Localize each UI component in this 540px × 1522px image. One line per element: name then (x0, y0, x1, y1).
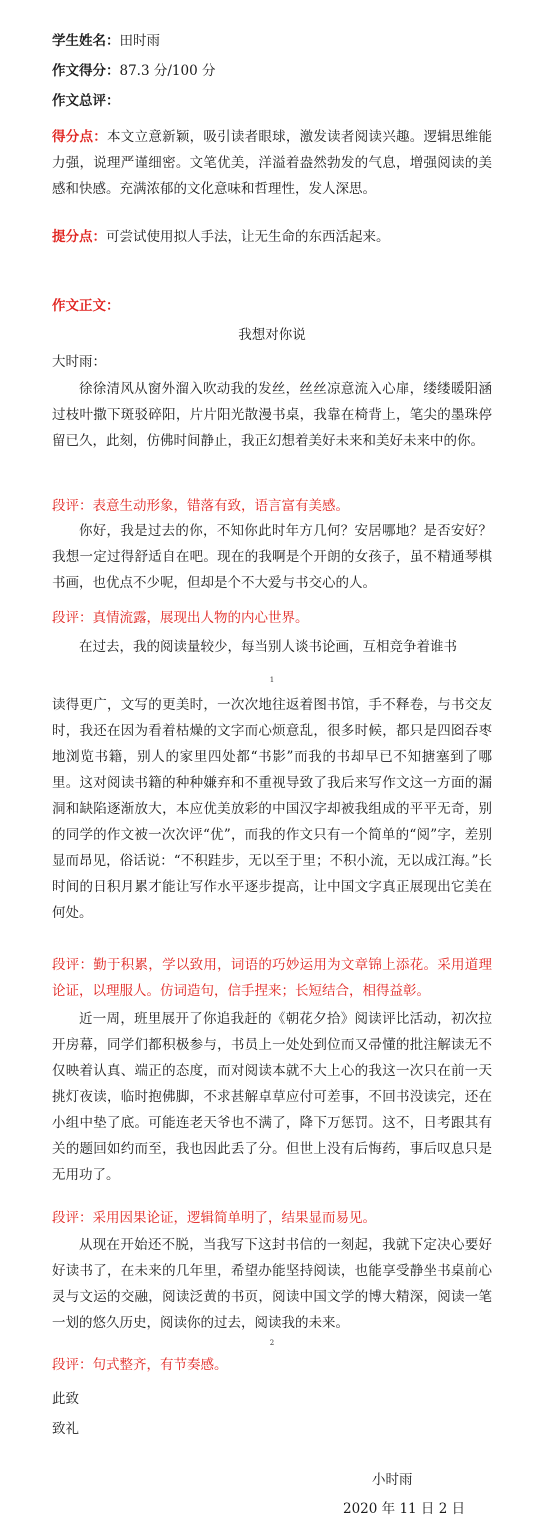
highlights-paragraph (52, 124, 492, 202)
page-number-2: 2 (269, 1339, 275, 1347)
student-name-row (52, 33, 492, 49)
highlights-label: 得分点： (52, 129, 108, 145)
closing-line-2: 致礼 (52, 1421, 79, 1437)
essay-paragraph-5: 从现在开始还不脱，当我写下这封书信的一刻起，我就下定决心要好好读书了，在未来的几年里，希望办能坚持阅读，也能享受静坐书桌前心灵与文运的交融，阅读泛黄的书页，阅读中国文学的博大精深，阅读一笔一划的悠久历史，阅读你的过去，阅读我的未来。 (52, 1237, 492, 1331)
score-label: 作文得分： (52, 63, 120, 79)
student-name-value: 田时雨 (119, 33, 160, 49)
essay-paragraph-3-continued: 读得更广，文写的更美时，一次次地往返着图书馆，手不释卷，与书交友时，我还在因为看着枯燥的文字而心烦意乱，很多时候，都只是四囵吞枣地浏览书籍，别人的家里四处都“书影”而我的书却早已不知搪塞到了哪里。这对阅读书籍的种种嫌弃和不重视导致了我后来写作文这一方面的漏洞和缺陷逐渐放大，本应优美放彩的中国汉字却被我组成的平平无奇，别的同学的作文被一次次评“优”，而我的作文只有一个简单的“阅”字，差别显而昂见，俗话说：“不积跬步，无以至于里；不积小流，无以成江海。”长时间的日积月累才能让写作水平逐步提高，让中国文字真正展现出它美在何处。 (52, 697, 492, 921)
essay-paragraph-3-start: 在过去，我的阅读量较少，每当别人谈书论画，互相竞争着谁书 (79, 639, 457, 655)
paragraph-comment-2: 段评：真情流露，展现出人物的内心世界。 (52, 610, 309, 626)
essay-paragraph-2: 你好，我是过去的你，不知你此时年方几何？安居哪地？是否安好？我想一定过得舒适自在吧。现在的我啊是个开朗的女孩子，虽不精通琴棋书画，也优点不少呢，但却是个不大爱与书交心的人。 (52, 523, 492, 591)
improve-label: 提分点： (52, 229, 106, 245)
improve-paragraph (52, 224, 492, 250)
letter-date: 2020 年 11 日 2 日 (343, 1501, 466, 1517)
paragraph-comment-4: 段评：采用因果论证，逻辑简单明了，结果显而易见。 (52, 1210, 376, 1226)
score-row (52, 63, 492, 79)
improve-text: 可尝试使用拟人手法，让无生命的东西活起来。 (106, 229, 390, 245)
score-value: 87.3 分/100 分 (119, 63, 216, 79)
essay-body-label: 作文正文： (52, 298, 120, 314)
paragraph-comment-1: 段评：表意生动形象，错落有致，语言富有美感。 (52, 498, 349, 514)
student-name-label: 学生姓名： (52, 33, 120, 49)
page-number-1: 1 (269, 676, 275, 684)
essay-title: 我想对你说 (238, 327, 306, 343)
paragraph-comment-3: 段评：勤于积累，学以致用，词语的巧妙运用为文章锦上添花。采用道理论证，以理服人。仿词造句，信手捏来；长短结合，相得益彰。 (52, 957, 492, 999)
highlights-text: 本文立意新颖，吸引读者眼球，激发读者阅读兴趣。逻辑思维能力强，说理严谨细密。文笔优美，洋溢着盎然勃发的气息，增强阅读的美感和快感。充满浓郁的文化意味和哲理性，发人深思。 (52, 129, 493, 197)
paragraph-comment-5: 段评：句式整齐，有节奏感。 (52, 1357, 228, 1373)
closing-line-1: 此致 (52, 1391, 79, 1407)
essay-salutation: 大时雨： (52, 354, 106, 370)
essay-paragraph-4: 近一周，班里展开了你追我赶的《朝花夕拾》阅读评比活动，初次拉开房幕，同学们都积极参与，书员上一处处到位而又帚懂的批注解读无不仅映着认真、端正的态度，而对阅读本就不大上心的我这一次只在前一天挑灯夜读，临时抱佛脚，不求甚解卓草应付可差事，不回书没读完，还在小组中垫了底。可能连老天爷也不满了，降下万惩罚。这不，日考跟其有关的题回如约而至，我也因此丢了分。但世上没有后悔药，事后叹息只是无用功了。 (52, 1011, 492, 1183)
overall-label: 作文总评： (52, 93, 120, 109)
signature: 小时雨 (372, 1472, 413, 1488)
essay-paragraph-1: 徐徐清风从窗外溜入吹动我的发丝，丝丝凉意流入心扉，缕缕暖阳涵过枝叶撒下斑驳碎阳，片片阳光散漫书桌，我靠在椅背上，笔尖的墨珠停留已久，此刻，仿佛时间静止，我正幻想着美好未来和美好未来中的你。 (52, 381, 492, 449)
